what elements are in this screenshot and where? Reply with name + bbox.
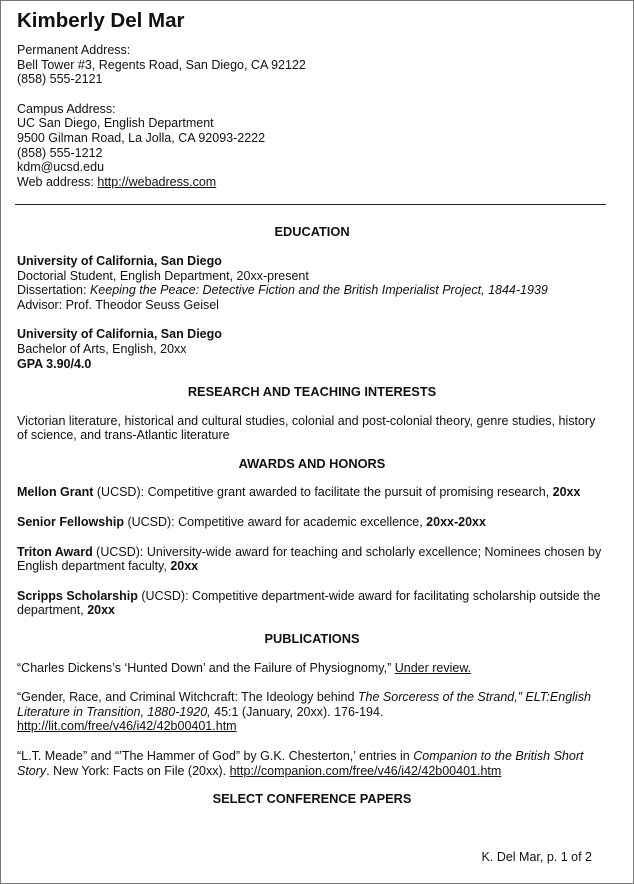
degree-line: Bachelor of Arts, English, 20xx <box>17 341 187 356</box>
campus-address-line1: UC San Diego, English Department <box>17 116 214 131</box>
publication-details: 45:1 (January, 20xx). 176-194. <box>210 704 384 719</box>
email: kdm@ucsd.edu <box>17 160 105 175</box>
award-year: 20xx <box>87 603 115 618</box>
dissertation-line <box>17 283 607 298</box>
resume-page <box>17 9 607 807</box>
award-year: 20xx <box>170 559 199 574</box>
education-entry <box>17 327 607 371</box>
dissertation-title: Keeping the Peace: Detective Fiction and the British Imperialist Project, 1844-1939 <box>89 283 548 298</box>
permanent-address <box>17 43 607 87</box>
publication-title: Companion to the British Short Story <box>17 749 584 778</box>
campus-address-label: Campus Address: <box>17 101 116 116</box>
permanent-phone: (858) 555-2121 <box>17 72 103 87</box>
award-item <box>17 485 607 500</box>
campus-address <box>17 102 607 190</box>
publication-status: Under review. <box>394 660 472 675</box>
web-address-link[interactable]: http://webadress.com <box>97 174 217 189</box>
publication-text: “Charles Dickens’s ‘Hunted Down’ and the Failure of Physiognomy,” <box>17 660 395 675</box>
permanent-address-line: Bell Tower #3, Regents Road, San Diego, CA 92122 <box>17 57 306 72</box>
header-divider <box>15 204 606 205</box>
gpa-line: GPA 3.90/4.0 <box>17 356 92 371</box>
award-name: Triton Award <box>17 544 93 559</box>
award-name: Mellon Grant <box>17 485 94 500</box>
publication-link[interactable]: http://companion.com/free/v46/i42/42b00401.htm <box>229 763 502 778</box>
page-footer: K. Del Mar, p. 1 of 2 <box>481 850 592 864</box>
award-name: Scripps Scholarship <box>17 588 138 603</box>
education-heading: EDUCATION <box>274 224 350 240</box>
publication-item <box>17 690 607 734</box>
dissertation-label: Dissertation: <box>17 283 90 298</box>
award-text: (UCSD): University-wide award for teaching and scholarly excellence; Nominees chosen by English department faculty, <box>17 544 602 574</box>
award-text: (UCSD): Competitive grant awarded to facilitate the pursuit of promising research, <box>93 485 553 500</box>
award-text: (UCSD): Competitive department-wide award for facilitating scholarship outside the department, <box>17 588 601 618</box>
award-text: (UCSD): Competitive award for academic excellence, <box>123 515 427 530</box>
resume-name: Kimberly Del Mar <box>17 9 185 32</box>
awards-heading: AWARDS AND HONORS <box>238 455 386 471</box>
award-item <box>17 545 607 574</box>
research-heading: RESEARCH AND TEACHING INTERESTS <box>187 384 437 400</box>
campus-address-line2: 9500 Gilman Road, La Jolla, CA 92093-2222 <box>17 130 266 145</box>
publication-item <box>17 661 607 676</box>
award-year: 20xx-20xx <box>426 515 486 530</box>
web-address <box>17 175 607 190</box>
permanent-address-label: Permanent Address: <box>17 43 131 57</box>
research-text: Victorian literature, historical and cultural studies, colonial and post-colonial theory, genre studies, history of science, and trans-Atlantic literature <box>17 413 596 443</box>
award-item <box>17 515 607 530</box>
publication-details: . New York: Facts on File (20xx). <box>46 763 230 778</box>
degree-line: Doctorial Student, English Department, 20xx-present <box>17 268 309 283</box>
award-year: 20xx <box>552 485 581 500</box>
publication-text: “Gender, Race, and Criminal Witchcraft: The Ideology behind <box>17 690 358 705</box>
education-entry <box>17 254 607 312</box>
web-address-label: Web address: <box>17 174 98 189</box>
award-name: Senior Fellowship <box>17 515 124 530</box>
publications-heading: PUBLICATIONS <box>264 631 360 647</box>
publication-link[interactable]: http://lit.com/free/v46/i42/42b00401.htm <box>17 719 237 734</box>
publication-item <box>17 749 607 778</box>
publication-text: “L.T. Meade” and “’The Hammer of God” by G.K. Chesterton,’ entries in <box>17 749 414 763</box>
campus-phone: (858) 555-1212 <box>17 145 103 160</box>
award-item <box>17 589 607 618</box>
publication-title: The Sorceress of the Strand,” ELT:English Literature in Transition, 1880-1920, <box>17 690 591 719</box>
conference-heading: SELECT CONFERENCE PAPERS <box>212 791 412 807</box>
school-name: University of California, San Diego <box>17 253 222 268</box>
school-name: University of California, San Diego <box>17 327 222 342</box>
advisor-line: Advisor: Prof. Theodor Seuss Geisel <box>17 297 219 312</box>
